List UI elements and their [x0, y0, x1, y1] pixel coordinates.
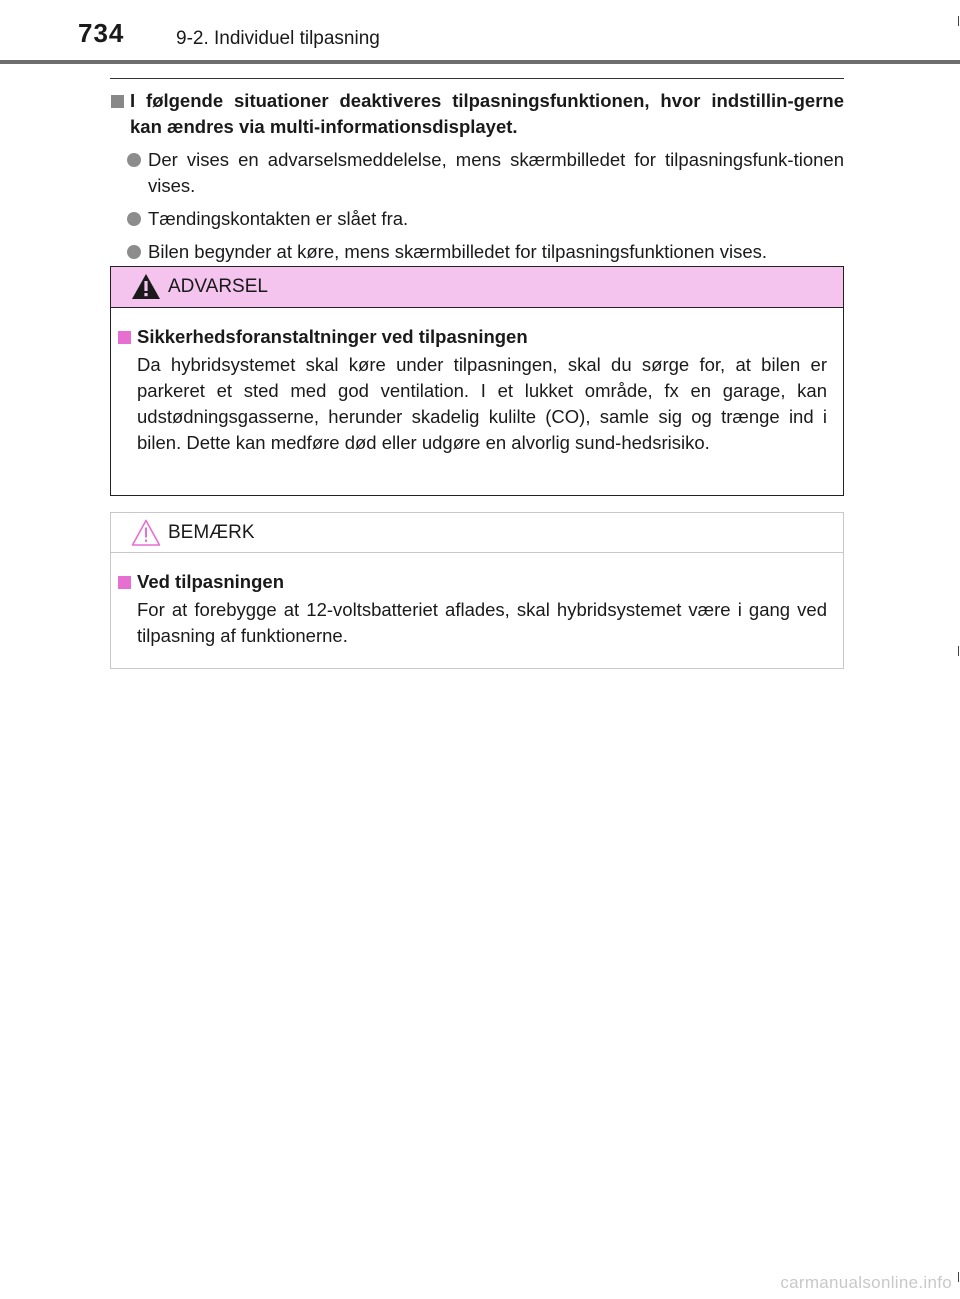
list-item-text: Bilen begynder at køre, mens skærmbilledet for tilpasningsfunktionen vises. [148, 241, 768, 262]
note-box-title: BEMÆRK [168, 522, 255, 543]
caution-outline-triangle-icon [131, 519, 161, 546]
content-rule [110, 78, 844, 79]
warning-text: Da hybridsystemet skal køre under tilpasningen, skal du sørge for, at bilen er parkeret et sted med god ventilation. I et lukket område, fx en garage, kan udstødningsgasserne, herunder skadelig kulilte (CO), samle sig og trænge ind i bilen. Dette kan medføre død eller udgøre en alvorlig sund-hedsrisiko. [137, 354, 827, 453]
round-bullet-icon [127, 153, 141, 167]
warning-subheading [117, 324, 827, 350]
square-bullet-icon [118, 331, 131, 344]
list-item [110, 206, 844, 232]
section-title: 9-2. Individuel tilpasning [176, 28, 380, 49]
crop-mark [958, 646, 959, 656]
warning-box-header [111, 267, 843, 308]
list-item [110, 239, 844, 265]
square-bullet-icon [111, 95, 124, 108]
intro-heading [110, 88, 844, 140]
warning-box [110, 266, 844, 496]
list-item-text: Der vises en advarselsmeddelelse, mens skærmbilledet for tilpasningsfunk-tionen vises. [148, 149, 844, 196]
note-subheading [117, 569, 827, 595]
note-subheading-text: Ved tilpasningen [137, 571, 284, 592]
intro-heading-text: I følgende situationer deaktiveres tilpasningsfunktionen, hvor indstillin-gerne kan ændres via multi-informationsdisplayet. [130, 90, 844, 137]
crop-mark [958, 1272, 959, 1282]
note-box-header [111, 513, 843, 553]
round-bullet-icon [127, 212, 141, 226]
watermark: carmanualsonline.info [780, 1273, 952, 1292]
note-box-body [111, 553, 843, 649]
intro-section [110, 88, 844, 265]
warning-box-body [111, 308, 843, 456]
warning-box-title: ADVARSEL [168, 276, 268, 297]
warning-triangle-icon [131, 273, 161, 300]
crop-mark [958, 16, 959, 26]
header-rule [0, 60, 960, 64]
square-bullet-icon [118, 576, 131, 589]
list-item-text: Tændingskontakten er slået fra. [148, 208, 409, 229]
list-item [110, 147, 844, 199]
warning-subheading-text: Sikkerhedsforanstaltninger ved tilpasningen [137, 326, 528, 347]
note-box [110, 512, 844, 669]
note-text: For at forebygge at 12-voltsbatteriet aflades, skal hybridsystemet være i gang ved tilpasning af funktionerne. [137, 599, 827, 646]
page-number: 734 [78, 18, 125, 48]
round-bullet-icon [127, 245, 141, 259]
